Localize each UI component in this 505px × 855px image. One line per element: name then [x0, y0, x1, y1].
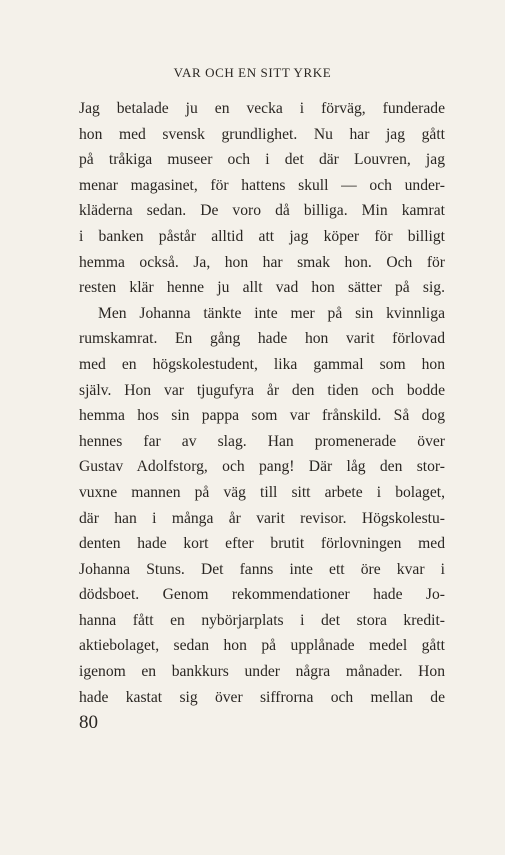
- text-line: med en högskolestudent, lika gammal som hon: [79, 355, 445, 373]
- text-line: resten klär henne ju allt vad hon sätter på sig.: [79, 279, 445, 297]
- text-line: Gustav Adolfstorg, och pang! Där låg den stor-: [79, 458, 445, 476]
- text-line: dödsboet. Genom rekommendationer hade Jo-: [79, 586, 445, 604]
- text-line: hon med svensk grundlighet. Nu har jag gått: [79, 125, 445, 143]
- text-line: denten hade kort efter brutit förlovningen med: [79, 535, 445, 553]
- running-head: VAR OCH EN SITT YRKE: [173, 65, 332, 80]
- text-line: på tråkiga museer och i det där Louvren, jag: [79, 151, 445, 169]
- text-line: Men Johanna tänkte inte mer på sin kvinnliga: [98, 304, 445, 322]
- text-line: där han i många år varit revisor. Högskolestu-: [79, 509, 445, 527]
- text-line: igenom en bankkurs under några månader. Hon: [79, 663, 445, 681]
- text-line: hade kastat sig över siffrorna och mellan de: [79, 688, 445, 706]
- text-line: själv. Hon var tjugufyra år den tiden och bodde: [79, 381, 445, 399]
- text-line: rumskamrat. En gång hade hon varit förlovad: [79, 330, 445, 348]
- text-line: hanna fått en nybörjarplats i det stora kredit-: [79, 611, 445, 629]
- text-line: i banken påstår alltid att jag köper för billigt: [79, 227, 445, 245]
- text-line: Jag betalade ju en vecka i förväg, funderade: [79, 100, 445, 117]
- page-number: 80: [79, 712, 98, 733]
- text-line: hemma hos sin pappa som var frånskild. Så dog: [79, 407, 445, 425]
- body-text: [79, 96, 445, 710]
- text-line: hemma också. Ja, hon har smak hon. Och för: [79, 253, 445, 271]
- text-line: aktiebolaget, sedan hon på upplånade medel gått: [79, 637, 445, 655]
- text-line: kläderna sedan. De voro då billiga. Min kamrat: [79, 202, 445, 220]
- text-line: menar magasinet, för hattens skull — och under-: [79, 176, 445, 194]
- text-line: Johanna Stuns. Det fanns inte ett öre kvar i: [79, 560, 445, 578]
- text-line: hennes far av slag. Han promenerade över: [79, 432, 445, 450]
- text-line: vuxne mannen på väg till sitt arbete i bolaget,: [79, 483, 445, 501]
